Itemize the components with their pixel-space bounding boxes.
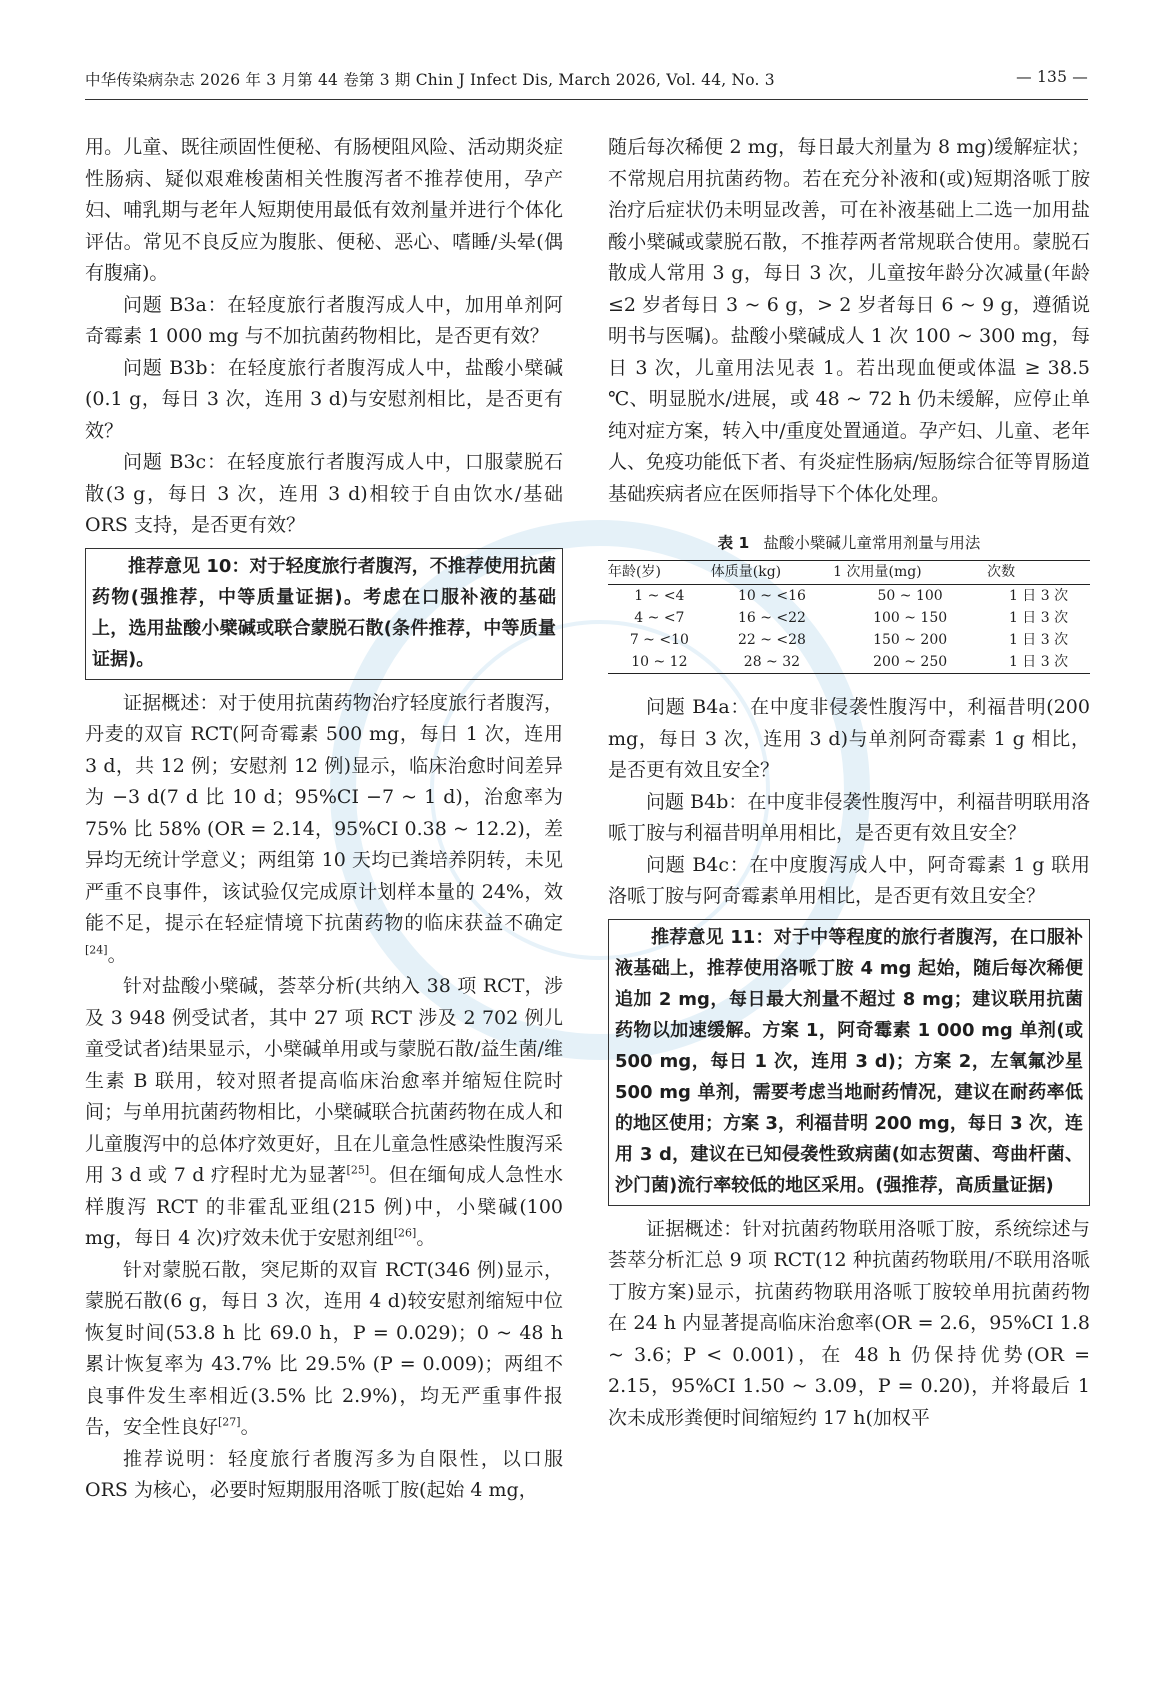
recommendation-10-box — [85, 548, 563, 680]
table-header-cell: 体质量(kg) — [711, 561, 833, 585]
table-cell: 1 ~ <4 — [634, 587, 685, 604]
table-cell: 4 ~ <7 — [634, 609, 685, 626]
citation-25: [25] — [346, 1163, 370, 1177]
paragraph-continued-right: 随后每次稀便 2 mg，每日最大剂量为 8 mg)缓解症状；不常规启用抗菌药物。若在充分补液和(或)短期洛哌丁胺治疗后症状仍未明显改善，可在补液基础上二选一加用盐酸小檗碱或蒙脱石散，不推荐两者常规联合使用。蒙脱石散成人常用 3 g，每日 3 次，儿童按年龄分次减量(年龄≤2 岁者每日 3 ~ 6 g，> 2 岁者每日 6 ~ 9 g，遵循说明书与医嘱)。盐酸小檗碱成人 1 次 100 ~ 300 mg，每日 3 次，儿童用法见表 1。若出现血便或体温 ≥ 38.5 ℃、明显脱水/进展，或 48 ~ 72 h 仍未缓解，应停止单纯对症方案，转入中/重度处置通道。孕产妇、儿童、老年人、免疫功能低下者、有炎症性肠病/短肠综合征等胃肠道基础疾病者应在医师指导下个体化处理。 — [608, 136, 1090, 505]
table-cell: 1 日 3 次 — [1008, 631, 1069, 648]
table-cell: 150 ~ 200 — [873, 631, 948, 648]
evidence-text: 针对盐酸小檗碱，荟萃分析(共纳入 38 项 RCT，涉及 3 948 例受试者，其中 27 项 RCT 涉及 2 702 例儿童受试者)结果显示，小檗碱单用或与蒙脱石散/益生菌/维生素 B 联用，较对照者提高临床治愈率并缩短住院时间；与单用抗菌药物相比，小檗碱联合抗菌药物在成人和儿童腹泻中的总体疗效更好，且在儿童急性感染性腹泻采用 3 d 或 7 d 疗程时尤为显著 — [85, 975, 563, 1186]
table-header-cell: 年龄(岁) — [608, 561, 711, 585]
table-label: 表 1 — [717, 534, 750, 552]
recommendation-note: 推荐说明：轻度旅行者腹泻多为自限性，以口服 ORS 为核心，必要时短期服用洛哌丁胺(起始 4 mg， — [85, 1447, 563, 1501]
table-title: 盐酸小檗碱儿童常用剂量与用法 — [763, 534, 981, 552]
table-row — [608, 629, 1090, 651]
table-cell: 1 日 3 次 — [1008, 609, 1069, 626]
table-cell: 7 ~ <10 — [629, 631, 689, 648]
recommendation-11-box — [608, 919, 1090, 1206]
question-b4c: 问题 B4c：在中度腹泻成人中，阿奇霉素 1 g 联用洛哌丁胺与阿奇霉素单用相比，是否更有效且安全？ — [608, 853, 1090, 907]
question-b4b: 问题 B4b：在中度非侵袭性腹泻中，利福昔明联用洛哌丁胺与利福昔明单用相比，是否更有效且安全？ — [608, 790, 1090, 844]
recommendation-11-text: 推荐意见 11：对于中等程度的旅行者腹泻，在口服补液基础上，推荐使用洛哌丁胺 4 mg 起始，随后每次稀便追加 2 mg，每日最大剂量不超过 8 mg；建议联用抗菌药物以加速缓解。方案 1，阿奇霉素 1 000 mg 单剂(或 500 mg，每日 1 次，连用 3 d)；方案 2，左氧氟沙星 500 mg 单剂，需要考虑当地耐药情况，建议在耐药率低的地区使用；方案 3，利福昔明 200 mg，每日 3 次，连用 3 d，建议在已知侵袭性致病菌(如志贺菌、弯曲杆菌、沙门菌)流行率较低的地区采用。(强推荐，高质量证据) — [615, 926, 1083, 1196]
question-b4a: 问题 B4a：在中度非侵袭性腹泻中，利福昔明(200 mg，每日 3 次，连用 3 d)与单剂阿奇霉素 1 g 相比，是否更有效且安全？ — [608, 696, 1090, 781]
dosage-table — [608, 560, 1090, 674]
table-cell: 1 日 3 次 — [1008, 587, 1069, 604]
recommendation-10-text: 推荐意见 10：对于轻度旅行者腹泻，不推荐使用抗菌药物(强推荐，中等质量证据)。考虑在口服补液的基础上，选用盐酸小檗碱或联合蒙脱石散(条件推荐，中等质量证据)。 — [92, 555, 556, 670]
evidence-text: 。但在缅甸成人急性水样腹泻 RCT 的非霍乱亚组(215 例)中，小檗碱(100 mg，每日 4 次)疗效未优于安慰剂组 — [85, 1164, 563, 1249]
left-column — [85, 132, 563, 1507]
table-header-cell: 次数 — [987, 561, 1090, 585]
paragraph-continued: 用。儿童、既往顽固性便秘、有肠梗阻风险、活动期炎症性肠病、疑似艰难梭菌相关性腹泻者不推荐使用，孕产妇、哺乳期与老年人短期使用最低有效剂量并进行个体化评估。常见不良反应为腹胀、便秘、恶心、嗜睡/头晕(偶有腹痛)。 — [85, 136, 563, 284]
evidence-paragraph-antibiotics: 证据概述：对于使用抗菌药物治疗轻度旅行者腹泻，丹麦的双盲 RCT(阿奇霉素 500 mg，每日 1 次，连用 3 d，共 12 例；安慰剂 12 例)显示，临床治愈时间差异为 −3 d(7 d 比 10 d；95%CI −7 ~ 1 d)，治愈率为 75% 比 58% (OR = 2.14，95%CI 0.38 ~ 12.2)，差异均无统计学意义；两组第 10 天均已粪培养阴转，未见严重不良事件，该试验仅完成原计划样本量的 24%，效能不足，提示在轻症情境下抗菌药物的临床获益不确定[24]。 — [85, 691, 563, 966]
table-cell: 16 ~ <22 — [737, 609, 806, 626]
table-cell: 50 ~ 100 — [877, 587, 943, 604]
evidence-text: 针对蒙脱石散，突尼斯的双盲 RCT(346 例)显示，蒙脱石散(6 g，每日 3 次，连用 4 d)较安慰剂缩短中位恢复时间(53.8 h 比 69.0 h，P = 0.029)；0 ~ 48 h 累计恢复率为 43.7% 比 29.5% (P = 0.009)；两组不良事件发生率相近(3.5% 比 2.9%)，均无严重事件报告，安全性良好 — [85, 1258, 563, 1438]
table-cell: 10 ~ 12 — [608, 651, 711, 674]
table-1-caption — [608, 532, 1090, 554]
header-rule — [85, 99, 1088, 100]
table-row — [608, 607, 1090, 629]
citation-27: [27] — [218, 1415, 241, 1429]
table-header-row — [608, 561, 1090, 585]
table-cell: 22 ~ <28 — [737, 631, 806, 648]
citation-26: [26] — [393, 1226, 417, 1240]
running-header — [85, 68, 1088, 92]
right-column — [608, 132, 1090, 1434]
table-cell: 28 ~ 32 — [711, 651, 833, 674]
question-b3c: 问题 B3c：在轻度旅行者腹泻成人中，口服蒙脱石散(3 g，每日 3 次，连用 3 d)相较于自由饮水/基础 ORS 支持，是否更有效？ — [85, 451, 563, 536]
evidence-text: 证据概述：对于使用抗菌药物治疗轻度旅行者腹泻，丹麦的双盲 RCT(阿奇霉素 500 mg，每日 1 次，连用 3 d，共 12 例；安慰剂 12 例)显示，临床治愈时间差异为 −3 d(7 d 比 10 d；95%CI −7 ~ 1 d)，治愈率为 75% 比 58% (OR = 2.14，95%CI 0.38 ~ 12.2)，差异均无统计学意义；两组第 10 天均已粪培养阴转，未见严重不良事件，该试验仅完成原计划样本量的 24%，效能不足，提示在轻症情境下抗菌药物的临床获益不确定 — [85, 691, 563, 934]
table-row — [608, 585, 1090, 608]
evidence-paragraph-berberine: 针对盐酸小檗碱，荟萃分析(共纳入 38 项 RCT，涉及 3 948 例受试者，其中 27 项 RCT 涉及 2 702 例儿童受试者)结果显示，小檗碱单用或与蒙脱石散/益生菌/维生素 B 联用，较对照者提高临床治愈率并缩短住院时间；与单用抗菌药物相比，小檗碱联合抗菌药物在成人和儿童腹泻中的总体疗效更好，且在儿童急性感染性腹泻采用 3 d 或 7 d 疗程时尤为显著[25]。但在缅甸成人急性水样腹泻 RCT 的非霍乱亚组(215 例)中，小檗碱(100 mg，每日 4 次)疗效未优于安慰剂组[26]。 — [85, 975, 563, 1249]
evidence-paragraph-smectite: 针对蒙脱石散，突尼斯的双盲 RCT(346 例)显示，蒙脱石散(6 g，每日 3 次，连用 4 d)较安慰剂缩短中位恢复时间(53.8 h 比 69.0 h，P = 0.029)；0 ~ 48 h 累计恢复率为 43.7% 比 29.5% (P = 0.009)；两组不良事件发生率相近(3.5% 比 2.9%)，均无严重事件报告，安全性良好[27]。 — [85, 1258, 563, 1438]
evidence-paragraph-loperamide: 证据概述：针对抗菌药物联用洛哌丁胺，系统综述与荟萃分析汇总 9 项 RCT(12 种抗菌药物联用/不联用洛哌丁胺方案)显示，抗菌药物联用洛哌丁胺较单用抗菌药物在 24 h 内显著提高临床治愈率(OR = 2.6，95%CI 1.8 ~ 3.6；P < 0.001)，在 48 h 仍保持优势(OR = 2.15，95%CI 1.50 ~ 3.09，P = 0.20)，并将最后 1 次未成形粪便时间缩短约 17 h(加权平 — [608, 1217, 1090, 1429]
table-cell: 1 日 3 次 — [987, 651, 1090, 674]
page-number: — 135 — — [1016, 68, 1088, 86]
question-b3b: 问题 B3b：在轻度旅行者腹泻成人中，盐酸小檗碱(0.1 g，每日 3 次，连用 3 d)与安慰剂相比，是否更有效？ — [85, 356, 563, 442]
table-header-cell: 1 次用量(mg) — [833, 561, 987, 585]
table-cell: 100 ~ 150 — [873, 609, 948, 626]
citation-24: [24] — [85, 943, 108, 957]
table-cell: 10 ~ <16 — [737, 587, 806, 604]
question-b3a: 问题 B3a：在轻度旅行者腹泻成人中，加用单剂阿奇霉素 1 000 mg 与不加抗菌药物相比，是否更有效？ — [85, 293, 563, 347]
table-cell: 200 ~ 250 — [833, 651, 987, 674]
journal-citation: 中华传染病杂志 2026 年 3 月第 44 卷第 3 期 Chin J Infect Dis, March 2026, Vol. 44, No. 3 — [85, 71, 775, 89]
table-row — [608, 651, 1090, 674]
